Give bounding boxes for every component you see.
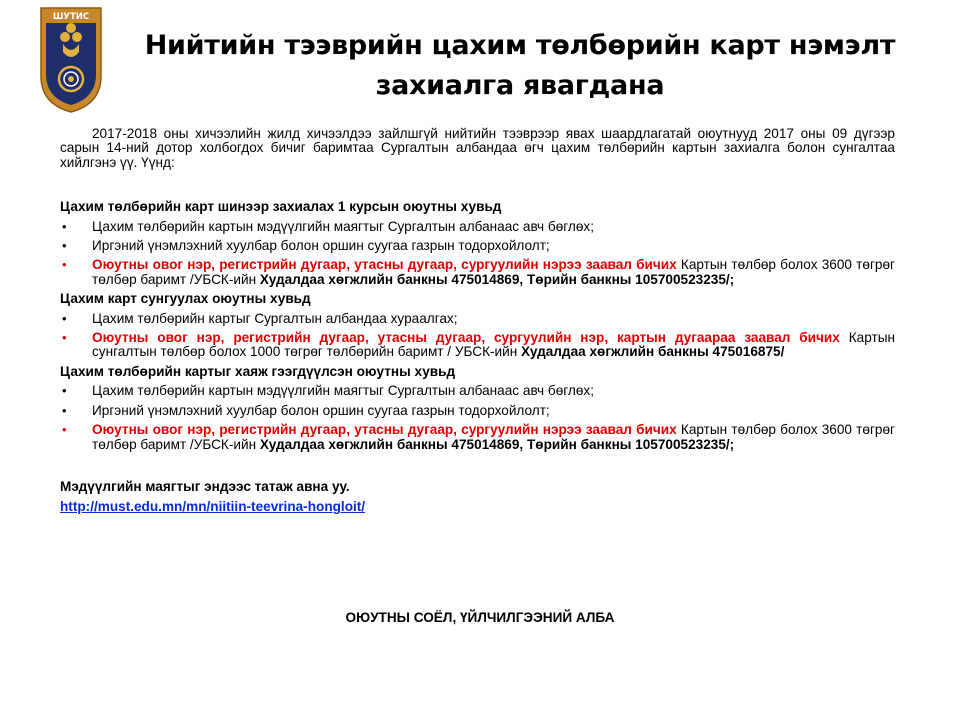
list-item xyxy=(60,404,895,418)
bullet-icon: • xyxy=(62,238,67,254)
bank-accounts-text: Худалдаа хөгжлийн банкны 475014869, Төрийн банкны 105700523235/; xyxy=(259,436,735,452)
list-item-text: Цахим төлбөрийн картыг Сургалтын албандаа хураалгах; xyxy=(92,310,458,326)
bullet-icon: • xyxy=(62,257,67,273)
requirements-list-renewal xyxy=(60,312,895,360)
required-info-text: Оюутны овог нэр, регистрийн дугаар, утасны дугаар, сургуулийн нэрээ заавал бичих xyxy=(92,257,677,273)
section-heading-lost-card: Цахим төлбөрийн картыг хаяж гээгдүүлсэн оюутны хувьд xyxy=(60,363,456,379)
list-item xyxy=(60,331,895,360)
list-item-text: Картын төлбөр болох 3600 төгрөг төлбөр баримт /УБСК-ийн xyxy=(92,422,895,452)
university-logo xyxy=(38,6,104,114)
bullet-icon: • xyxy=(62,383,67,399)
form-download-link[interactable]: http://must.edu.mn/mn/niitiin-teevrina-hongloit/ xyxy=(60,499,366,515)
list-item-text: Иргэний үнэмлэхний хуулбар болон оршин суугаа газрын тодорхойлолт; xyxy=(92,402,550,418)
list-item-text: Картын сунгалтын төлбөр болох 1000 төгрөг төлбөрийн баримт / УБСК-ийн xyxy=(92,330,896,360)
notice-body xyxy=(60,127,895,515)
organization-signature: ОЮУТНЫ СОЁЛ, ҮЙЛЧИЛГЭЭНИЙ АЛБА xyxy=(345,610,615,625)
bullet-icon: • xyxy=(62,330,67,346)
bullet-icon: • xyxy=(62,218,67,234)
list-item-text: Иргэний үнэмлэхний хуулбар болон оршин суугаа газрын тодорхойлолт; xyxy=(92,238,550,254)
download-note: Мэдүүлгийн маягтыг эндээс татаж авна уу. xyxy=(60,478,350,494)
list-item xyxy=(60,220,895,234)
list-item xyxy=(60,312,895,326)
title-line-1: Нийтийн тээврийн цахим төлбөрийн карт нэмэлт xyxy=(144,30,896,61)
list-item xyxy=(60,423,895,452)
section-heading-new-card: Цахим төлбөрийн карт шинээр захиалах 1 курсын оюутны хувьд xyxy=(60,199,502,215)
list-item-text: Картын төлбөр болох 3600 төгрөг төлбөр баримт /УБСК-ийн xyxy=(92,257,895,287)
required-info-text: Оюутны овог нэр, регистрийн дугаар, утасны дугаар, сургуулийн нэрээ заавал бичих xyxy=(92,422,677,438)
list-item-text: Цахим төлбөрийн картын мэдүүлгийн маягтыг Сургалтын албанаас авч бөглөх; xyxy=(92,218,594,234)
bank-accounts-text: Худалдаа хөгжлийн банкны 475016875/ xyxy=(521,344,785,360)
section-heading-renewal: Цахим карт сунгуулах оюутны хувьд xyxy=(60,291,311,307)
bullet-icon: • xyxy=(62,422,67,438)
requirements-list-lost-card xyxy=(60,384,895,452)
list-item-text: Цахим төлбөрийн картын мэдүүлгийн маягтыг Сургалтын албанаас авч бөглөх; xyxy=(92,383,594,399)
list-item xyxy=(60,239,895,253)
required-info-text: Оюутны овог нэр, регистрийн дугаар, утасны дугаар, сургуулийн нэр, картын дугаараа заавал бичих xyxy=(92,330,840,346)
bullet-icon: • xyxy=(62,310,67,326)
intro-paragraph: 2017-2018 оны хичээлийн жилд хичээлдээ зайлшгүй нийтийн тээврээр явах шаардлагатай оюутнууд 2017 оны 09 дүгээр сарын 14-ний дотор холбогдох бичиг баримтаа Сургалтын албандаа өгч цахим төлбөрийн картын захиалга болон сунгалтаа хийлгэнэ үү. Үүнд: xyxy=(60,126,895,170)
list-item xyxy=(60,384,895,398)
page-title xyxy=(120,26,920,106)
bullet-icon: • xyxy=(62,402,67,418)
logo-abbr: ШУТИС xyxy=(52,12,90,22)
list-item xyxy=(60,258,895,287)
bank-accounts-text: Худалдаа хөгжлийн банкны 475014869, Төрийн банкны 105700523235/; xyxy=(259,271,735,287)
title-line-2: захиалга явагдана xyxy=(375,70,665,101)
requirements-list-new-card xyxy=(60,220,895,288)
